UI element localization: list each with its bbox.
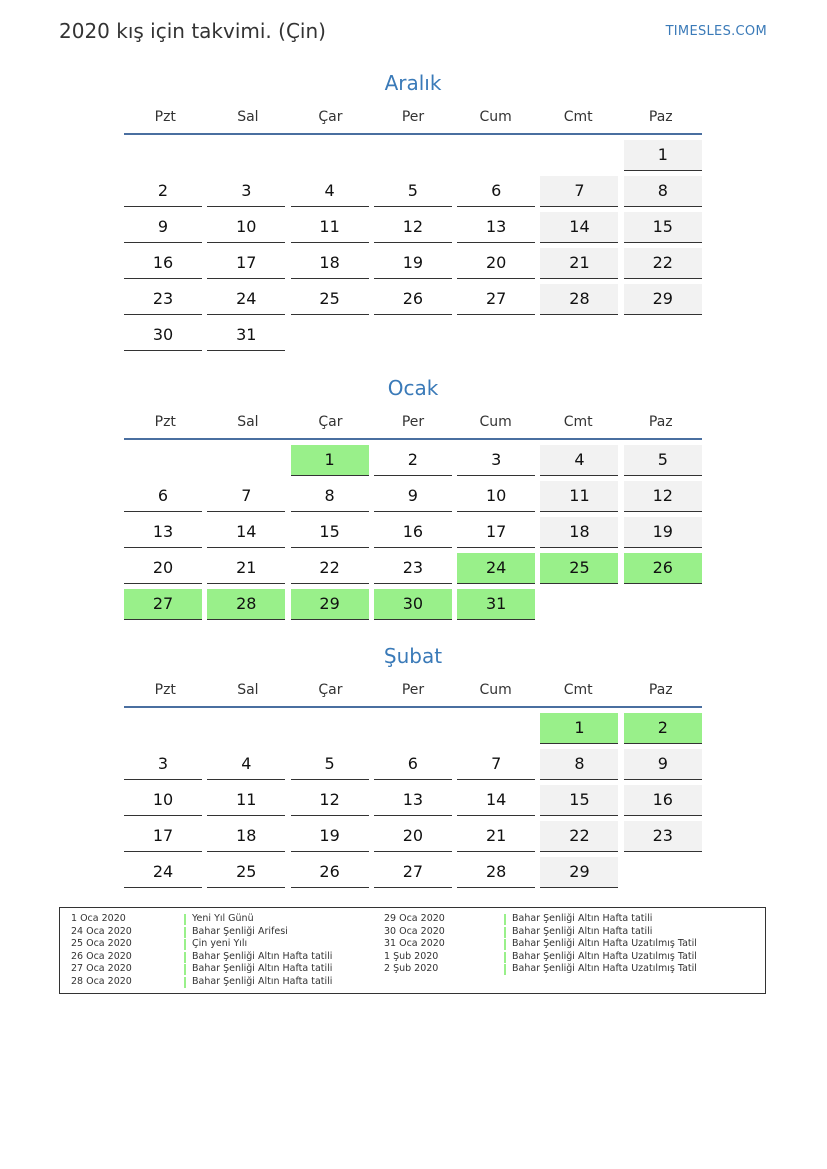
day-cell: 17	[457, 517, 535, 548]
day-cell: 16	[124, 248, 202, 279]
day-cell: 9	[374, 481, 452, 512]
weekday-label: Cmt	[563, 682, 593, 698]
day-cell: 12	[624, 481, 702, 512]
day-cell: 4	[291, 176, 369, 207]
day-cell: 12	[291, 785, 369, 816]
empty-cell	[291, 140, 369, 170]
week-row	[124, 444, 702, 480]
holiday-legend	[59, 907, 766, 994]
day-cell: 5	[624, 445, 702, 476]
legend-date: 24 Oca 2020	[71, 925, 132, 937]
week-row	[124, 319, 702, 355]
day-cell: 6	[457, 176, 535, 207]
empty-cell	[374, 713, 452, 743]
legend-holiday-name: Bahar Şenliği Altın Hafta tatili	[192, 963, 333, 975]
week-row	[124, 856, 702, 892]
day-cell: 4	[540, 445, 618, 476]
legend-marker	[184, 952, 186, 963]
empty-cell	[540, 320, 618, 350]
week-row	[124, 552, 702, 588]
legend-date: 30 Oca 2020	[384, 925, 445, 937]
legend-date: 31 Oca 2020	[384, 938, 445, 950]
day-cell: 18	[207, 821, 285, 852]
day-cell: 19	[374, 248, 452, 279]
weekday-label: Paz	[648, 414, 673, 430]
legend-marker	[184, 914, 186, 925]
holiday-day-cell: 29	[291, 589, 369, 620]
weekday-label: Çar	[318, 414, 343, 430]
weekday-label: Per	[401, 109, 425, 125]
day-cell: 17	[124, 821, 202, 852]
weekday-label: Cum	[479, 109, 512, 125]
legend-holiday-name: Bahar Şenliği Arifesi	[192, 925, 288, 937]
day-cell: 21	[207, 553, 285, 584]
day-cell: 10	[124, 785, 202, 816]
day-cell: 3	[207, 176, 285, 207]
week-row	[124, 139, 702, 175]
day-cell: 21	[540, 248, 618, 279]
day-cell: 2	[124, 176, 202, 207]
legend-date: 25 Oca 2020	[71, 938, 132, 950]
week-row	[124, 211, 702, 247]
day-cell: 26	[374, 284, 452, 315]
day-cell: 22	[291, 553, 369, 584]
legend-marker	[504, 952, 506, 963]
week-row	[124, 748, 702, 784]
holiday-day-cell: 25	[540, 553, 618, 584]
day-cell: 13	[457, 212, 535, 243]
weekday-header	[124, 107, 702, 135]
day-cell: 23	[624, 821, 702, 852]
legend-marker	[184, 939, 186, 950]
week-row	[124, 516, 702, 552]
day-cell: 10	[207, 212, 285, 243]
day-cell: 17	[207, 248, 285, 279]
week-row	[124, 175, 702, 211]
legend-date: 29 Oca 2020	[384, 913, 445, 924]
empty-cell	[291, 320, 369, 350]
day-cell: 11	[207, 785, 285, 816]
day-cell: 20	[124, 553, 202, 584]
legend-holiday-name: Bahar Şenliği Altın Hafta tatili	[512, 925, 653, 937]
day-cell: 22	[624, 248, 702, 279]
empty-cell	[624, 320, 702, 350]
weekday-label: Cmt	[563, 109, 593, 125]
weekday-label: Sal	[237, 109, 259, 125]
day-cell: 8	[540, 749, 618, 780]
month-title: Şubat	[383, 644, 443, 668]
empty-cell	[207, 140, 285, 170]
month-block-ocak	[124, 374, 702, 624]
day-cell: 23	[124, 284, 202, 315]
holiday-day-cell: 26	[624, 553, 702, 584]
day-cell: 22	[540, 821, 618, 852]
day-cell: 11	[540, 481, 618, 512]
legend-date: 27 Oca 2020	[71, 963, 132, 975]
legend-holiday-name: Yeni Yıl Günü	[192, 913, 254, 924]
legend-marker	[184, 977, 186, 988]
empty-cell	[124, 140, 202, 170]
page-title: 2020 kış için takvimi. (Çin)	[59, 19, 326, 43]
legend-holiday-name: Bahar Şenliği Altın Hafta tatili	[192, 950, 333, 962]
brand-link[interactable]: TIMESLES.COM	[665, 24, 767, 39]
weekday-label: Per	[401, 682, 425, 698]
day-cell: 28	[540, 284, 618, 315]
holiday-day-cell: 31	[457, 589, 535, 620]
empty-cell	[624, 857, 702, 887]
weekday-label: Çar	[318, 109, 343, 125]
day-cell: 28	[457, 857, 535, 888]
empty-cell	[457, 140, 535, 170]
day-cell: 2	[374, 445, 452, 476]
month-grid	[124, 139, 702, 355]
day-cell: 21	[457, 821, 535, 852]
day-cell: 25	[291, 284, 369, 315]
legend-holiday-name: Çin yeni Yılı	[192, 938, 248, 950]
legend-holiday-name: Bahar Şenliği Altın Hafta tatili	[192, 975, 333, 987]
weekday-label: Per	[401, 414, 425, 430]
day-cell: 14	[540, 212, 618, 243]
day-cell: 6	[374, 749, 452, 780]
weekday-label: Cmt	[563, 414, 593, 430]
legend-marker	[504, 927, 506, 938]
weekday-label: Paz	[648, 682, 673, 698]
week-row	[124, 784, 702, 820]
day-cell: 3	[457, 445, 535, 476]
day-cell: 9	[624, 749, 702, 780]
day-cell: 3	[124, 749, 202, 780]
week-row	[124, 712, 702, 748]
week-row	[124, 820, 702, 856]
empty-cell	[124, 713, 202, 743]
empty-cell	[207, 713, 285, 743]
day-cell: 7	[207, 481, 285, 512]
legend-holiday-name: Bahar Şenliği Altın Hafta Uzatılmış Tatil	[512, 950, 697, 962]
empty-cell	[457, 713, 535, 743]
empty-cell	[291, 713, 369, 743]
holiday-day-cell: 1	[540, 713, 618, 744]
month-grid	[124, 444, 702, 624]
legend-holiday-name: Bahar Şenliği Altın Hafta Uzatılmış Tatil	[512, 963, 697, 975]
month-title: Ocak	[387, 376, 439, 400]
day-cell: 18	[291, 248, 369, 279]
legend-date: 1 Oca 2020	[71, 913, 126, 924]
weekday-label: Paz	[648, 109, 673, 125]
weekday-label: Çar	[318, 682, 343, 698]
weekday-label: Pzt	[154, 682, 176, 698]
day-cell: 15	[540, 785, 618, 816]
week-row	[124, 480, 702, 516]
legend-marker	[184, 927, 186, 938]
empty-cell	[624, 589, 702, 619]
holiday-day-cell: 24	[457, 553, 535, 584]
day-cell: 20	[457, 248, 535, 279]
day-cell: 27	[374, 857, 452, 888]
day-cell: 10	[457, 481, 535, 512]
day-cell: 5	[374, 176, 452, 207]
day-cell: 19	[291, 821, 369, 852]
holiday-day-cell: 27	[124, 589, 202, 620]
day-cell: 24	[207, 284, 285, 315]
holiday-day-cell: 2	[624, 713, 702, 744]
month-grid	[124, 712, 702, 892]
empty-cell	[374, 140, 452, 170]
legend-marker	[504, 964, 506, 975]
day-cell: 6	[124, 481, 202, 512]
empty-cell	[374, 320, 452, 350]
day-cell: 23	[374, 553, 452, 584]
legend-marker	[184, 964, 186, 975]
day-cell: 4	[207, 749, 285, 780]
legend-date: 26 Oca 2020	[71, 950, 132, 962]
day-cell: 29	[540, 857, 618, 888]
empty-cell	[540, 589, 618, 619]
day-cell: 19	[624, 517, 702, 548]
legend-holiday-name: Bahar Şenliği Altın Hafta tatili	[512, 913, 653, 924]
empty-cell	[124, 445, 202, 475]
legend-date: 1 Şub 2020	[384, 950, 439, 962]
month-block-subat	[124, 642, 702, 892]
weekday-header	[124, 680, 702, 708]
day-cell: 8	[291, 481, 369, 512]
day-cell: 16	[374, 517, 452, 548]
weekday-header	[124, 412, 702, 440]
weekday-label: Cum	[479, 682, 512, 698]
day-cell: 13	[374, 785, 452, 816]
legend-holiday-name: Bahar Şenliği Altın Hafta Uzatılmış Tatil	[512, 938, 697, 950]
week-row	[124, 283, 702, 319]
month-block-aralik	[124, 69, 702, 355]
holiday-day-cell: 1	[291, 445, 369, 476]
legend-marker	[504, 939, 506, 950]
day-cell: 15	[291, 517, 369, 548]
month-title: Aralık	[384, 71, 442, 95]
day-cell: 14	[207, 517, 285, 548]
day-cell: 11	[291, 212, 369, 243]
weekday-label: Sal	[237, 682, 259, 698]
empty-cell	[457, 320, 535, 350]
weekday-label: Sal	[237, 414, 259, 430]
day-cell: 16	[624, 785, 702, 816]
week-row	[124, 247, 702, 283]
weekday-label: Pzt	[154, 109, 176, 125]
day-cell: 9	[124, 212, 202, 243]
day-cell: 20	[374, 821, 452, 852]
day-cell: 31	[207, 320, 285, 351]
day-cell: 12	[374, 212, 452, 243]
day-cell: 27	[457, 284, 535, 315]
weekday-label: Cum	[479, 414, 512, 430]
legend-date: 28 Oca 2020	[71, 975, 132, 987]
empty-cell	[540, 140, 618, 170]
day-cell: 7	[457, 749, 535, 780]
day-cell: 18	[540, 517, 618, 548]
day-cell: 15	[624, 212, 702, 243]
holiday-day-cell: 30	[374, 589, 452, 620]
day-cell: 1	[624, 140, 702, 171]
day-cell: 13	[124, 517, 202, 548]
legend-date: 2 Şub 2020	[384, 963, 439, 975]
day-cell: 29	[624, 284, 702, 315]
legend-marker	[504, 914, 506, 925]
holiday-day-cell: 28	[207, 589, 285, 620]
day-cell: 25	[207, 857, 285, 888]
day-cell: 7	[540, 176, 618, 207]
day-cell: 26	[291, 857, 369, 888]
week-row	[124, 588, 702, 624]
day-cell: 24	[124, 857, 202, 888]
day-cell: 30	[124, 320, 202, 351]
day-cell: 5	[291, 749, 369, 780]
empty-cell	[207, 445, 285, 475]
day-cell: 14	[457, 785, 535, 816]
day-cell: 8	[624, 176, 702, 207]
weekday-label: Pzt	[154, 414, 176, 430]
